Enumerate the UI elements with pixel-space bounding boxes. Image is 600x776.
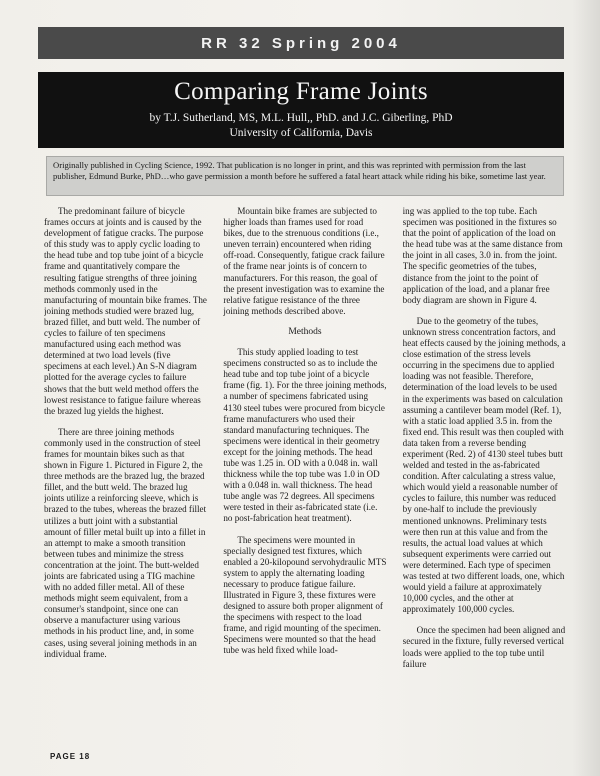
issue-header xyxy=(38,27,564,59)
reprint-note: Originally published in Cycling Science, 1992. That publication is no longer in print, and this was reprinted with permission from the last publisher, Edmund Burke, PhD…who gave permission a month before he suffered a fatal heart attack while riding his bike, sometime last year. xyxy=(46,156,564,196)
paragraph: The specimens were mounted in specially designed test fixtures, which enabled a 20-kilopound servohydraulic MTS system to apply the alternating loading necessary to produce fatigue failure. Illustrated in Figure 3, these fixtures were designed to assure both proper alignment of the specimens with respect to the load frame, and rigid mounting of the specimen. Specimens were mounted so that the head tube was held fixed while load- xyxy=(223,534,387,656)
byline xyxy=(38,111,564,141)
column-3 xyxy=(403,206,566,740)
article-title: Comparing Frame Joints xyxy=(174,78,428,105)
paragraph: The predominant failure of bicycle frames occurs at joints and is caused by the development of fatigue cracks. The purpose of this study was to apply cyclic loading to the head tube and top tube joint of a bicycle frame and quantitatively compare the resulting fatigue strengths of three joining methods commonly used in the manufacturing of mountain bike frames. The joining methods studied were brazed lug, brazed fillet, and butt weld. The number of cycles to failure of ten specimens manufactured using each method was determined at two load levels (five specimens at each level.) An S-N diagram plotted for the average cycles to failure shows that the butt weld method offers the lowest resistance to fatigue failure whereas the brazed lug yields the highest. xyxy=(44,206,207,416)
paragraph: Once the specimen had been aligned and secured in the fixture, fully reversed vertical loads were applied to the top tube until failure xyxy=(402,625,566,669)
page-number: PAGE 18 xyxy=(50,752,91,761)
page-edge-shadow xyxy=(572,0,600,776)
paragraph: Due to the geometry of the tubes, unknown stress concentration factors, and heat effects caused by the joining methods, a close estimation of the stress levels occurring in the specimens due to applied loading was not feasible. Therefore, determination of the load levels to be used in the experiments was based on calculation assuming a cantilever beam model (Ref. 1), with a static load applied 3.5 in. from the fixed end. This result was then coupled with data taken from a reverse bending experiment (Red. 2) of 4130 steel tubes butt welded and tested in the as-fabricated condition. After calculating a stress value, which would yield a reasonable number of cycles to failure, this number was reduced by one-half to include the previously mentioned unknowns. Preliminary tests were then run at this value and from the results, the actual load values at which subsequent experiments were carried out were determined. Each type of specimen was tested at two different loads, one, which would yield a failure at approximately 10,000 cycles, and the other at approximately 100,000 cycles. xyxy=(402,315,566,615)
paragraph: This study applied loading to test specimens constructed so as to include the head tube and top tube joint of a bicycle frame (fig. 1). For the three joining methods, a number of specimens fabricated using 4130 steel tubes were procured from bicycle frame manufacturers who used their standard manufacturing techniques. The specimens were identical in their geometry except for the joining methods. The head tube was 1.25 in. OD with a 0.048 in. wall thickness while the top tube was 1.0 in OD with a 0.048 in. wall thickness. The head tube angle was 72 degrees. All specimens were tested in their as-fabricated state (i.e. no post-fabrication heat treatment). xyxy=(223,347,387,524)
paragraph: ing was applied to the top tube. Each specimen was positioned in the fixtures so that the point of application of the load on the head tube was at the same distance from the joint in all cases, 3.0 in. from the joint. The specific geometries of the tubes, distance from the joint to the point of application of the load, and a planar free body diagram are shown in Figure 4. xyxy=(402,206,563,305)
column-2 xyxy=(223,206,386,740)
paragraph: There are three joining methods commonly used in the construction of steel frames for mountain bikes such as that shown in Figure 1. Pictured in Figure 2, the three methods are the brazed lug, the brazed fillet, and the butt weld. The brazed lug joints utilize a reinforcing sleeve, which is brazed to the tubes, whereas the brazed fillet utilizes a butt joint with a substantial amount of filler metal built up into a fillet in an attempt to make a smooth transition between tubes and minimize the stress concentration at the joint. The butt-welded joints are fabricated using a TIG machine with no added filler metal. All of these methods might seem equivalent, from a consumer's standpoint, since one can observe a manufacturer using various methods in his product line, and, in some cases, using several joining methods in an individual frame. xyxy=(44,426,207,659)
paragraph: Mountain bike frames are subjected to higher loads than frames used for road bikes, due to the strenuous conditions (i.e., uneven terrain) encountered when riding off-road. Consequently, fatigue crack failure of the frame near joints is of concern to manufacturers. For this reason, the goal of the present investigation was to examine the relative fatigue resistance of the three joining methods described above. xyxy=(223,206,385,316)
article-body xyxy=(44,206,566,740)
issue-label: RR 32 Spring 2004 xyxy=(201,34,401,52)
title-block xyxy=(38,72,564,148)
column-1 xyxy=(44,206,207,740)
byline-affiliation: University of California, Davis xyxy=(229,127,373,139)
byline-authors: by T.J. Sutherland, MS, M.L. Hull,, PhD. and J.C. Giberling, PhD xyxy=(149,112,453,124)
section-heading-methods: Methods xyxy=(288,326,322,337)
